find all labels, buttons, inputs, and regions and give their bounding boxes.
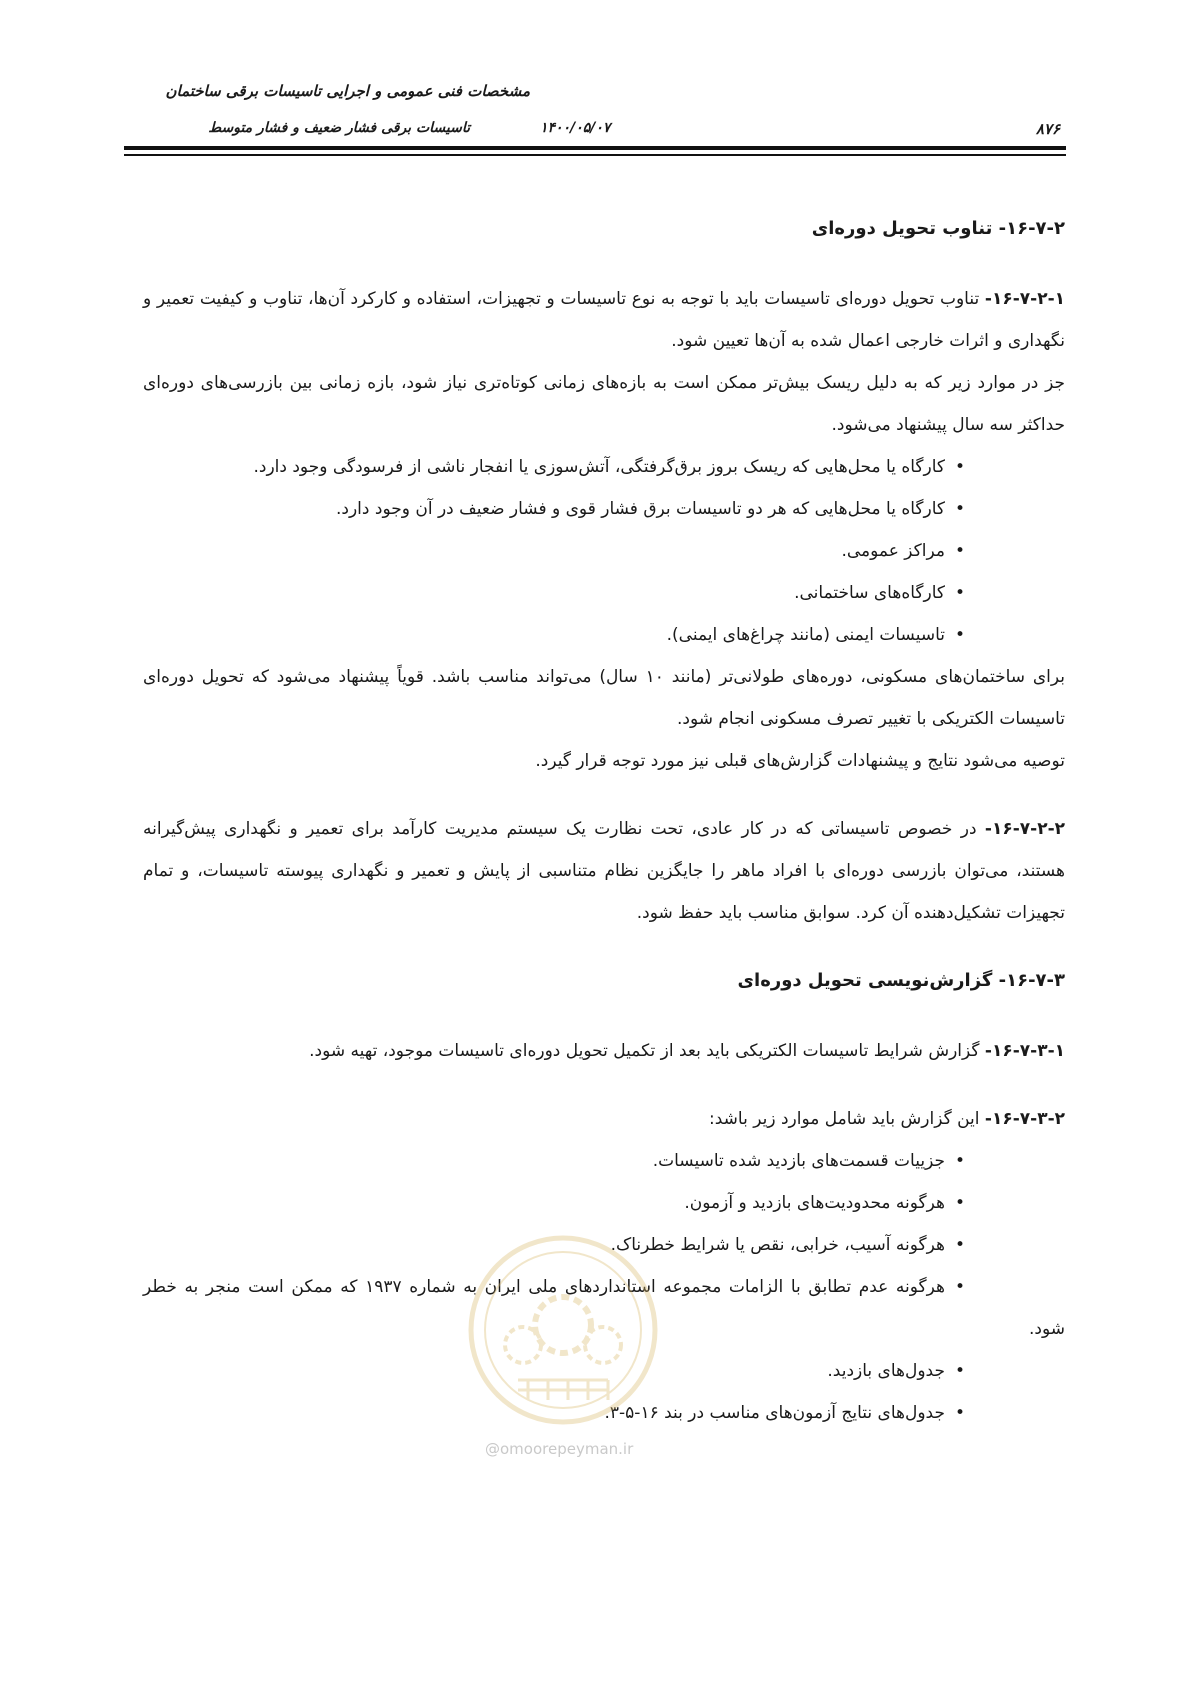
watermark-seal-icon	[463, 1230, 663, 1430]
clause-text: در خصوص تاسیساتی که در کار عادی، تحت نظارت یک سیستم مدیریت کارآمد برای تعمیر و نگهداری پیش‌گیرانه هستند، می‌توان بازرسی دوره‌ای با افراد ماهر را جایگزین نظام متناسبی از پایش و تعمیر و نگهداری پیوسته تاسیسات، و تمام تجهیزات تشکیل‌دهنده آن کرد. سوابق مناسب باید حفظ شود.	[143, 819, 1065, 923]
paragraph	[143, 1030, 1065, 1072]
document-title: مشخصات فنی عمومی و اجرایی تاسیسات برقی ساختمان	[165, 82, 530, 100]
document-subtitle: تاسیسات برقی فشار ضعیف و فشار متوسط	[208, 120, 470, 136]
paragraph	[143, 1098, 1065, 1140]
list-item: • هرگونه محدودیت‌های بازدید و آزمون.	[143, 1182, 1065, 1224]
page-number: ۸۷۶	[1035, 120, 1060, 138]
paragraph: توصیه می‌شود نتایج و پیشنهادات گزارش‌های قبلی نیز مورد توجه قرار گیرد.	[535, 751, 1065, 771]
clause-text: این گزارش باید شامل موارد زیر باشد:	[709, 1109, 985, 1129]
clause-text: گزارش شرایط تاسیسات الکتریکی باید بعد از تکمیل تحویل دوره‌ای تاسیسات موجود، تهیه شود.	[309, 1041, 985, 1061]
list-item: • جزییات قسمت‌های بازدید شده تاسیسات.	[143, 1140, 1065, 1182]
header-rule-thin	[124, 154, 1066, 156]
bullet-list	[143, 446, 1065, 656]
list-item: • هرگونه آسیب، خرابی، نقص یا شرایط خطرناک.	[143, 1224, 1065, 1266]
paragraph: جز در موارد زیر که به دلیل ریسک بیش‌تر ممکن است به بازه‌های زمانی کوتاه‌تری نیاز شود، بازه زمانی بین بازرسی‌های دوره‌ای حداکثر سه سال پیشنهاد می‌شود.	[143, 373, 1065, 435]
list-item: • کارگاه یا محل‌هایی که ریسک بروز برق‌گرفتگی، آتش‌سوزی یا انفجار ناشی از فرسودگی وجود دارد.	[143, 446, 1065, 488]
clause-text: تناوب تحویل دوره‌ای تاسیسات باید با توجه به نوع تاسیسات و تجهیزات، استفاده و کارکرد آن‌ها، تناوب و کیفیت تعمیر و نگهداری و اثرات خارجی اعمال شده به آن‌ها تعیین شود.	[143, 289, 1065, 351]
clause-number: ۱۶-۷-۳-۱-	[984, 1041, 1065, 1061]
paragraph	[143, 808, 1065, 934]
section-heading: ۱۶-۷-۳- گزارش‌نویسی تحویل دوره‌ای	[737, 970, 1065, 991]
header-rule-thick	[124, 146, 1066, 150]
document-date: ۱۴۰۰/۰۵/۰۷	[540, 120, 611, 136]
list-item: • جدول‌های نتایج آزمون‌های مناسب در بند ۱۶-۵-۳.	[143, 1392, 1065, 1434]
list-item: • کارگاه یا محل‌هایی که هر دو تاسیسات برق فشار قوی و فشار ضعیف در آن وجود دارد.	[143, 488, 1065, 530]
list-item: • مراکز عمومی.	[143, 530, 1065, 572]
clause-number: ۱۶-۷-۲-۲-	[984, 819, 1065, 839]
list-item: • هرگونه عدم تطابق با الزامات مجموعه استانداردهای ملی ایران به شماره ۱۹۳۷ که ممکن است منجر به خطر شود.	[143, 1266, 1065, 1350]
clause-number: ۱۶-۷-۲-۱-	[984, 289, 1065, 309]
paragraph: برای ساختمان‌های مسکونی، دوره‌های طولانی‌تر (مانند ۱۰ سال) می‌تواند مناسب باشد. قویاً پیشنهاد می‌شود که تحویل دوره‌ای تاسیسات الکتریکی با تغییر تصرف مسکونی انجام شود.	[143, 667, 1066, 729]
clause-number: ۱۶-۷-۳-۲-	[984, 1109, 1065, 1129]
watermark-text: @omoorepeyman.ir	[485, 1440, 634, 1458]
list-item: • کارگاه‌های ساختمانی.	[143, 572, 1065, 614]
list-item: • جدول‌های بازدید.	[143, 1350, 1065, 1392]
paragraph	[143, 278, 1065, 362]
list-item: • تاسیسات ایمنی (مانند چراغ‌های ایمنی).	[143, 614, 1065, 656]
section-heading: ۱۶-۷-۲- تناوب تحویل دوره‌ای	[811, 218, 1065, 239]
